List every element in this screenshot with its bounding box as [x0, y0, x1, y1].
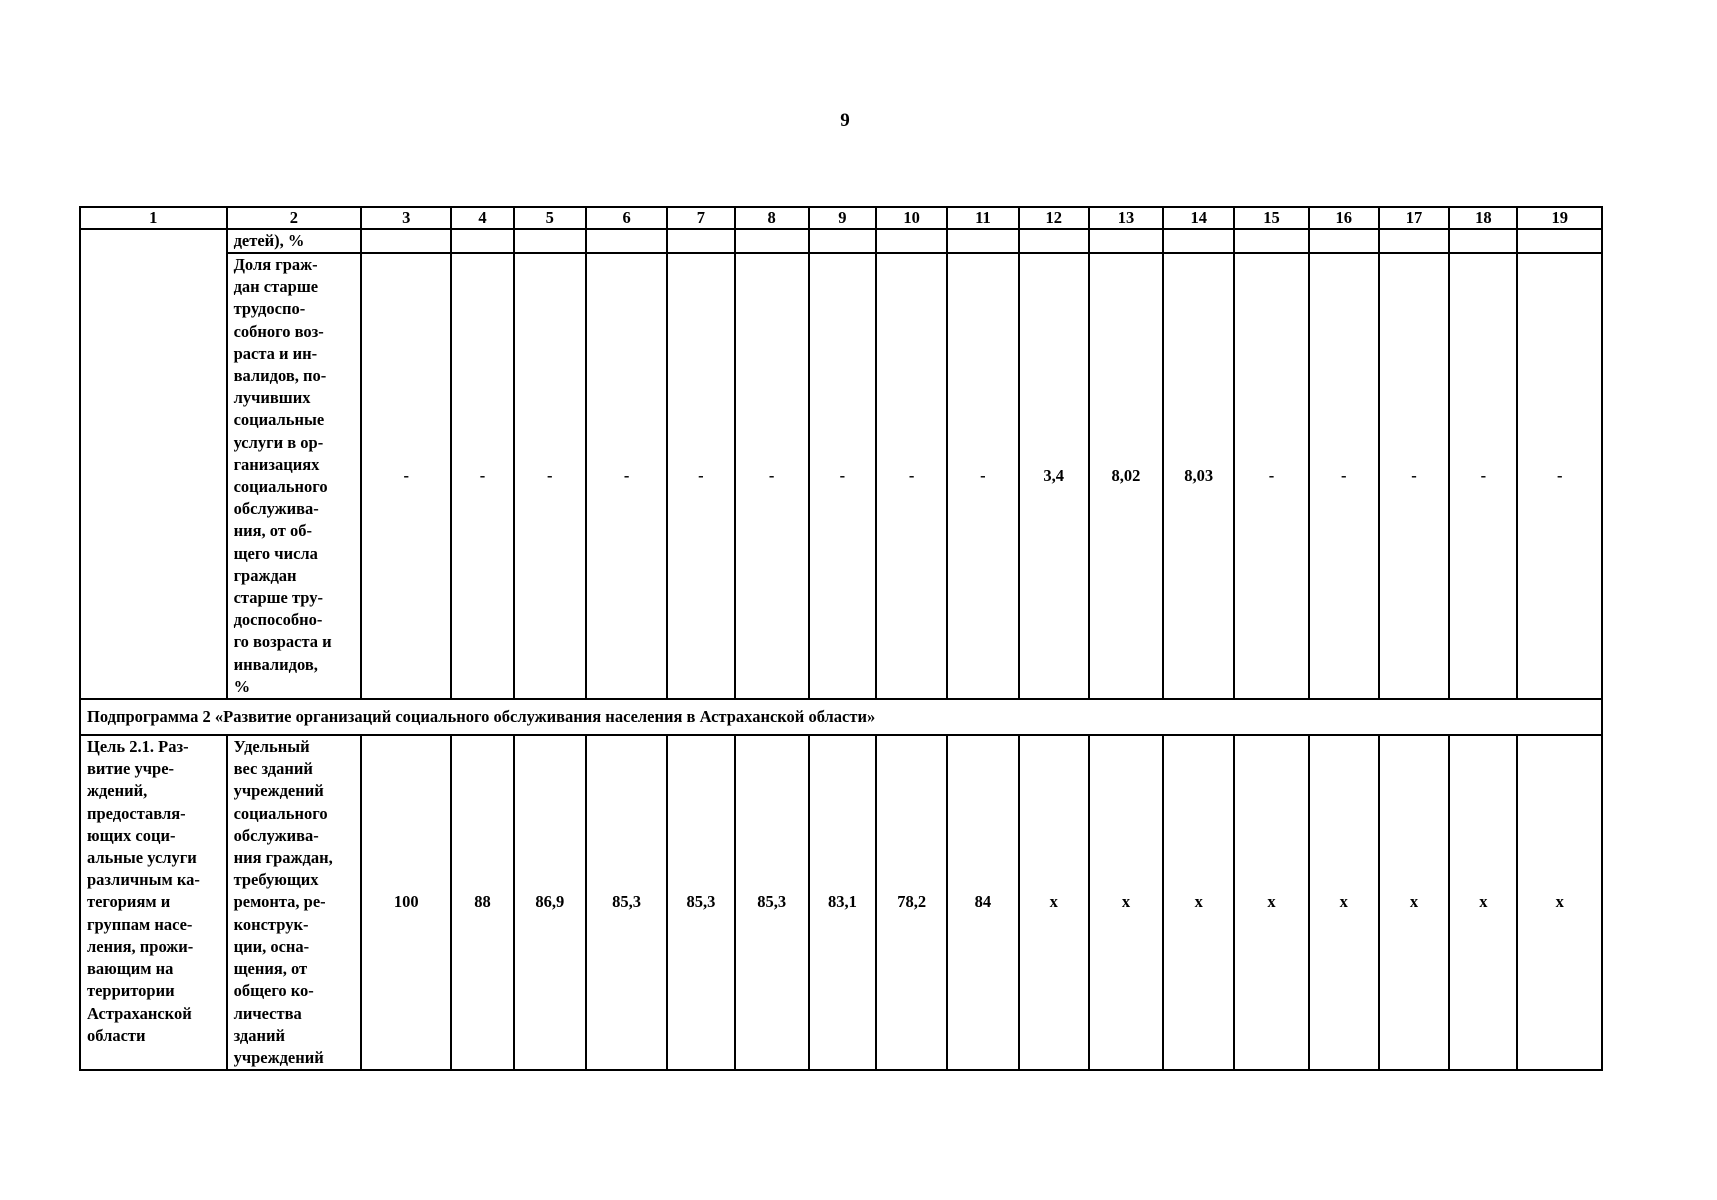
value-cell: 85,3	[586, 735, 667, 1070]
value-cell: -	[1449, 253, 1517, 699]
indicator-line: учреждений	[233, 1047, 324, 1067]
value-cell: x	[1234, 735, 1308, 1070]
value-cell: -	[667, 253, 734, 699]
goal-line: витие учре-	[87, 759, 175, 779]
column-number: 7	[667, 207, 734, 229]
column-number: 19	[1517, 207, 1602, 229]
value-cell: 83,1	[809, 735, 876, 1070]
value-cell	[1379, 229, 1449, 253]
indicator-line: услуги в ор-	[233, 432, 324, 452]
column-number: 6	[586, 207, 667, 229]
indicator-line: личества	[233, 1003, 302, 1023]
value-cell: -	[876, 253, 947, 699]
subprogram-title: Подпрограмма 2 «Развитие организаций социального обслуживания населения в Астраханской области»	[80, 699, 1602, 735]
indicator-line: доспособно-	[233, 610, 323, 630]
indicator-cell: детей), %	[227, 229, 362, 253]
goal-line: ления, прожи-	[87, 936, 194, 956]
column-number: 12	[1019, 207, 1089, 229]
column-number: 1	[80, 207, 227, 229]
indicator-line: лучивших	[233, 388, 311, 408]
indicator-line: щего числа	[233, 543, 318, 563]
continuation-row	[80, 229, 1602, 253]
indicator-line: граждан	[233, 565, 297, 585]
column-number: 5	[514, 207, 586, 229]
value-cell: x	[1019, 735, 1089, 1070]
value-cell: -	[451, 253, 513, 699]
column-number: 18	[1449, 207, 1517, 229]
indicator-line: старше тру-	[233, 588, 324, 608]
indicator-line: вес зданий	[233, 759, 313, 779]
value-cell: -	[1379, 253, 1449, 699]
value-cell	[667, 229, 734, 253]
goal-line: тегориям и	[87, 892, 171, 912]
indicator-line: трудоспо-	[233, 299, 306, 319]
value-cell	[1517, 229, 1602, 253]
column-number: 10	[876, 207, 947, 229]
value-cell: x	[1089, 735, 1163, 1070]
indicator-line: ции, осна-	[233, 936, 310, 956]
goal-line: области	[87, 1025, 146, 1045]
value-cell	[1163, 229, 1234, 253]
indicator-line: ремонта, ре-	[233, 892, 326, 912]
page-number: 9	[840, 110, 850, 131]
value-cell: 85,3	[735, 735, 809, 1070]
value-cell: -	[1234, 253, 1308, 699]
column-number: 8	[735, 207, 809, 229]
indicator-line: ния, от об-	[233, 521, 313, 541]
column-number: 17	[1379, 207, 1449, 229]
indicator-line: го возраста и	[233, 632, 332, 652]
indicator-line: дан старше	[233, 277, 319, 297]
value-cell: 86,9	[514, 735, 586, 1070]
indicator-line: общего ко-	[233, 981, 314, 1001]
subprogram-row	[80, 699, 1602, 735]
table-row-share-citizens	[80, 253, 1602, 699]
goal-cell	[80, 735, 227, 1070]
goal-line: различным ка-	[87, 870, 200, 890]
value-cell: 78,2	[876, 735, 947, 1070]
value-cell: -	[514, 253, 586, 699]
value-cell	[586, 229, 667, 253]
goal-line: Цель 2.1. Раз-	[87, 737, 189, 757]
value-cell	[876, 229, 947, 253]
value-cell: -	[735, 253, 809, 699]
value-cell	[735, 229, 809, 253]
column-number: 11	[947, 207, 1018, 229]
value-cell	[1089, 229, 1163, 253]
value-cell	[1309, 229, 1379, 253]
indicator-line: валидов, по-	[233, 366, 327, 386]
goal-line: Астраханской	[87, 1003, 192, 1023]
indicator-line: раста и ин-	[233, 343, 318, 363]
indicator-cell	[227, 735, 362, 1070]
goal-line: вающим на	[87, 959, 174, 979]
value-cell: 84	[947, 735, 1018, 1070]
indicator-line: социального	[233, 477, 328, 497]
goal-line: предоставля-	[87, 803, 186, 823]
value-cell: -	[1517, 253, 1602, 699]
indicator-line: обслужива-	[233, 825, 319, 845]
indicator-line: требующих	[233, 870, 319, 890]
column-number: 16	[1309, 207, 1379, 229]
value-cell: 3,4	[1019, 253, 1089, 699]
column-number: 3	[361, 207, 451, 229]
indicator-line: социальные	[233, 410, 325, 430]
column-number: 13	[1089, 207, 1163, 229]
indicator-line: Доля граж-	[233, 255, 318, 274]
value-cell	[1234, 229, 1308, 253]
indicator-line: обслужива-	[233, 499, 319, 519]
goal-line: территории	[87, 981, 175, 1001]
value-cell: -	[947, 253, 1018, 699]
value-cell: -	[1309, 253, 1379, 699]
value-cell: 85,3	[667, 735, 734, 1070]
column-number: 15	[1234, 207, 1308, 229]
goal-line: альные услуги	[87, 848, 197, 868]
indicator-line: %	[233, 676, 251, 696]
value-cell: x	[1379, 735, 1449, 1070]
value-cell	[514, 229, 586, 253]
value-cell	[809, 229, 876, 253]
table-row-buildings	[80, 735, 1602, 1070]
column-number: 14	[1163, 207, 1234, 229]
value-cell: x	[1163, 735, 1234, 1070]
column-number: 2	[227, 207, 362, 229]
value-cell: x	[1449, 735, 1517, 1070]
indicator-cell	[227, 253, 362, 699]
column-number: 4	[451, 207, 513, 229]
value-cell: 8,02	[1089, 253, 1163, 699]
goal-line: ждений,	[87, 781, 148, 801]
indicator-line: зданий	[233, 1025, 286, 1045]
goal-cell	[80, 229, 227, 699]
indicators-table	[79, 206, 1603, 1071]
indicator-line: ганизациях	[233, 454, 320, 474]
value-cell: x	[1517, 735, 1602, 1070]
indicator-line: социального	[233, 803, 328, 823]
value-cell: -	[586, 253, 667, 699]
value-cell: 100	[361, 735, 451, 1070]
value-cell: -	[361, 253, 451, 699]
indicator-line: ния граждан,	[233, 848, 333, 868]
column-number-row	[80, 207, 1602, 229]
value-cell	[451, 229, 513, 253]
value-cell	[1449, 229, 1517, 253]
indicator-line: Удельный	[233, 737, 310, 757]
value-cell: x	[1309, 735, 1379, 1070]
value-cell: -	[809, 253, 876, 699]
value-cell: 88	[451, 735, 513, 1070]
value-cell: 8,03	[1163, 253, 1234, 699]
indicator-line: конструк-	[233, 914, 309, 934]
value-cell	[361, 229, 451, 253]
indicator-line: щения, от	[233, 959, 308, 979]
goal-line: группам насе-	[87, 914, 193, 934]
indicator-line: учреждений	[233, 781, 324, 801]
value-cell	[1019, 229, 1089, 253]
indicator-line: собного воз-	[233, 321, 324, 341]
goal-line: ющих соци-	[87, 825, 176, 845]
indicator-line: инвалидов,	[233, 654, 318, 674]
column-number: 9	[809, 207, 876, 229]
value-cell	[947, 229, 1018, 253]
